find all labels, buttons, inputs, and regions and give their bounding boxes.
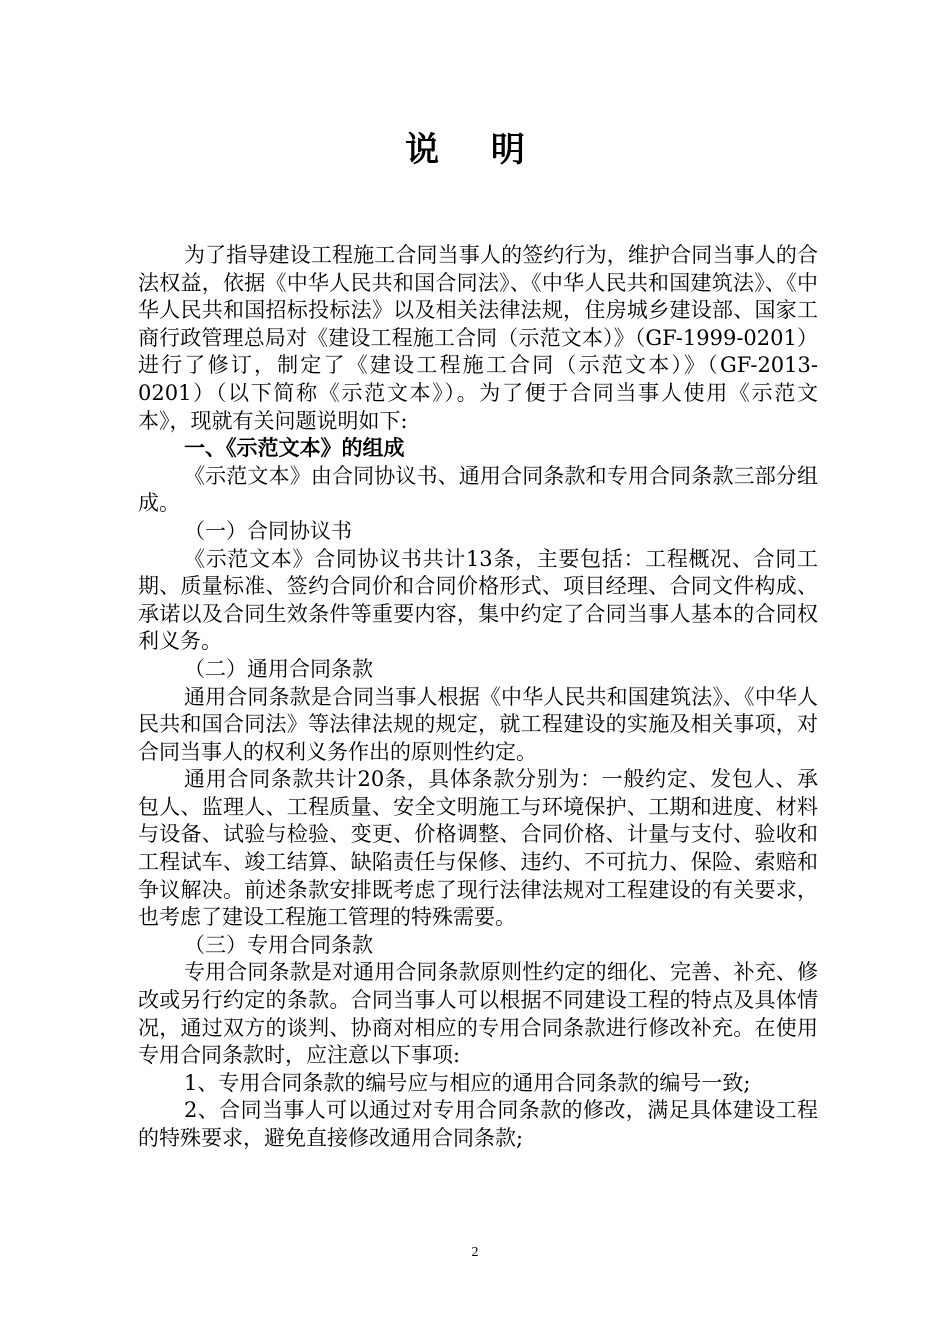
composition-paragraph: 《示范文本》由合同协议书、通用合同条款和专用合同条款三部分组成。 [138, 463, 818, 516]
subheading-agreement: （一）合同协议书 [184, 518, 352, 543]
subheading-general-terms: （二）通用合同条款 [184, 656, 373, 681]
page-number: 2 [471, 1245, 479, 1260]
intro-paragraph: 为了指导建设工程施工合同当事人的签约行为，维护合同当事人的合法权益，依据《中华人民共和国合同法》、《中华人民共和国建筑法》、《中华人民共和国招标投标法》以及相关法律法规，住房城乡建设部、国家工商行政管理总局对《建设工程施工合同（示范文本）》（GF-1999-0201）进行了修订，制定了《建设工程施工合同（示范文本）》（GF-2013-0201）（以下简称《示范文本》）。为了便于合同当事人使用《示范文本》，现就有关问题说明如下: [138, 243, 818, 433]
special-terms-paragraph: 专用合同条款是对通用合同条款原则性约定的细化、完善、补充、修改或另行约定的条款。合同当事人可以根据不同建设工程的特点及具体情况，通过双方的谈判、协商对相应的专用合同条款进行修改补充。在使用专用合同条款时，应注意以下事项: [138, 960, 818, 1068]
special-terms-note-2: 2、合同当事人可以通过对专用合同条款的修改，满足具体建设工程的特殊要求，避免直接修改通用合同条款; [138, 1098, 818, 1150]
document-body [138, 242, 818, 1153]
special-terms-note-1: 1、专用合同条款的编号应与相应的通用合同条款的编号一致; [184, 1070, 751, 1095]
subheading-special-terms: （三）专用合同条款 [184, 932, 373, 957]
general-terms-list-paragraph: 通用合同条款共计20条，具体条款分别为：一般约定、发包人、承包人、监理人、工程质量、安全文明施工与环境保护、工期和进度、材料与设备、试验与检验、变更、价格调整、合同价格、计量与支付、验收和工程试车、竣工结算、缺陷责任与保修、违约、不可抗力、保险、索赔和争议解决。前述条款安排既考虑了现行法律法规对工程建设的有关要求，也考虑了建设工程施工管理的特殊需要。 [138, 767, 818, 930]
page-title: 说 明 [405, 130, 545, 170]
agreement-paragraph: 《示范文本》合同协议书共计13条，主要包括：工程概况、合同工期、质量标准、签约合同价和合同价格形式、项目经理、合同文件构成、承诺以及合同生效条件等重要内容，集中约定了合同当事人基本的合同权利义务。 [138, 546, 818, 654]
general-terms-paragraph: 通用合同条款是合同当事人根据《中华人民共和国建筑法》、《中华人民共和国合同法》等法律法规的规定，就工程建设的实施及相关事项，对合同当事人的权利义务作出的原则性约定。 [138, 684, 818, 764]
section-heading-composition: 一、《示范文本》的组成 [184, 436, 405, 461]
